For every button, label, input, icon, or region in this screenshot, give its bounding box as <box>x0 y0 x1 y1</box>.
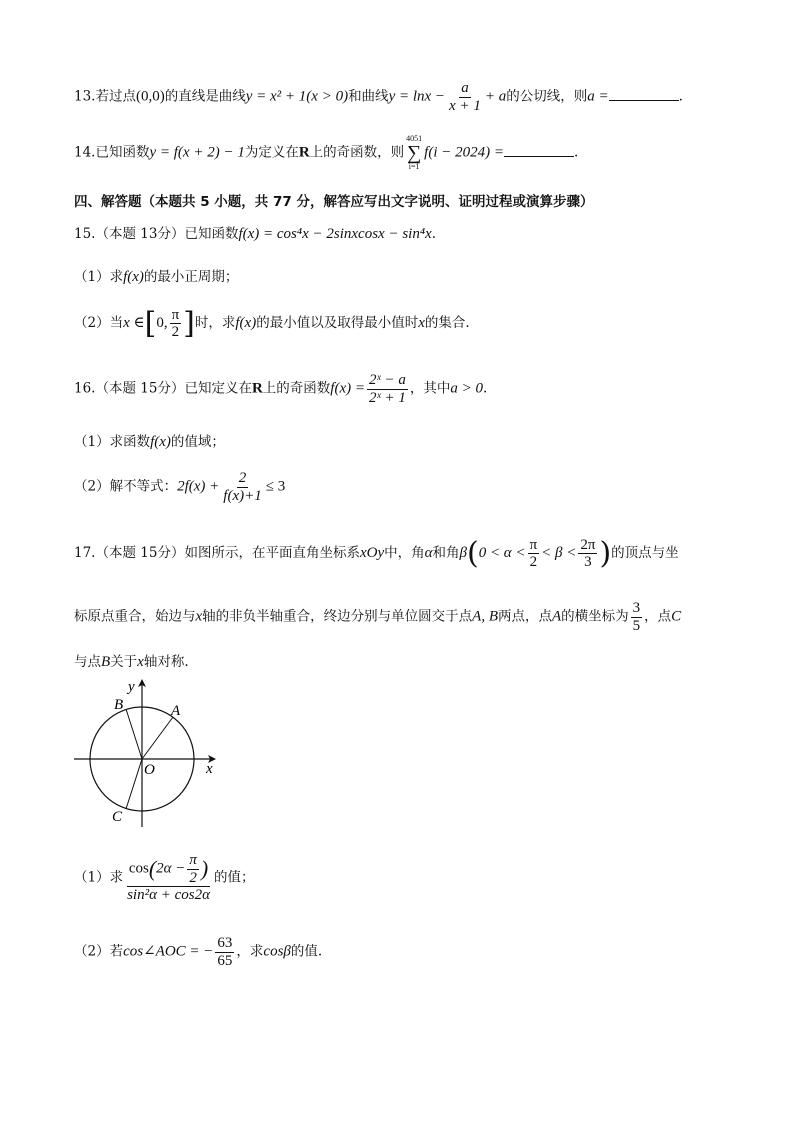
q13-mid1: 的直线是曲线 <box>164 88 246 105</box>
q17-p2-prefix: （2）若 <box>74 943 124 960</box>
label-A: A <box>171 703 181 719</box>
question-15-part-2 <box>74 306 470 341</box>
q15-p2-interval-left: 0, <box>156 315 168 331</box>
q17-cond-mid: < β < <box>541 545 577 561</box>
question-16-header <box>74 372 487 406</box>
q13-fraction <box>447 80 483 114</box>
q17-p1-den: sin²α + cos2α <box>127 887 210 903</box>
q15-p2-x: x <box>418 315 425 331</box>
q14-answer-blank[interactable] <box>504 144 574 157</box>
q15-p2-text1: 的最小值以及取得最小值时 <box>256 315 419 331</box>
q17-cond-pi: π <box>529 536 538 553</box>
question-16-part-1 <box>74 430 225 451</box>
label-B: B <box>114 697 124 713</box>
q13-answer-var: a = <box>587 88 609 105</box>
q17-line2-C: C <box>671 608 682 625</box>
q13-mid2: 和曲线 <box>348 88 389 105</box>
right-paren-icon: ) <box>599 536 612 571</box>
q17-line2-b: 轴的非负半轴重合，终边分别与单位圆交于点 <box>202 608 473 625</box>
right-paren-icon: ) <box>200 855 209 881</box>
q16-func-left: f(x) = <box>330 380 365 397</box>
q16-p1-prefix: （1）求函数 <box>74 434 151 450</box>
sigma-icon: ∑ <box>407 142 422 164</box>
q17-p1-text: 的值； <box>213 869 255 886</box>
left-paren-icon: ( <box>466 536 479 571</box>
q17-line2-AB: A, B <box>472 608 498 625</box>
q15-p1-func: f(x) <box>123 269 144 285</box>
question-17-part-2 <box>74 935 322 969</box>
q17-p1-fraction <box>125 852 212 904</box>
q17-cond-2pi: 2π <box>580 536 596 553</box>
q17-p2-text: 的值. <box>290 943 323 960</box>
q17-line2-x: x <box>195 608 203 625</box>
q14-mid2: 上的奇函数，则 <box>309 144 405 161</box>
q15-header: 15.（本题 13分）已知函数 <box>74 226 239 242</box>
q17-cond-two: 2 <box>529 554 538 570</box>
q16-end: . <box>482 380 488 397</box>
q15-p1-prefix: （1）求 <box>74 269 124 285</box>
q17-p2-num: 63 <box>217 935 233 951</box>
q13-prefix: 13.若过点 <box>74 88 136 105</box>
q17-p1-inner-fraction <box>187 852 199 886</box>
q15-p2-prefix: （2）当 <box>74 315 124 331</box>
q16-p2-den: f(x)+1 <box>223 487 262 504</box>
question-13 <box>74 80 683 114</box>
q17-line3-B: B <box>101 654 111 670</box>
q17-line2-fraction <box>631 600 643 634</box>
q14-R: R <box>298 144 310 161</box>
q16-tail: ，其中 <box>409 380 451 397</box>
left-bracket-icon: [ <box>144 306 157 341</box>
q16-p2-fraction <box>221 470 263 504</box>
q17-mid2: 和角 <box>432 545 460 561</box>
q16-p2-right: ≤ 3 <box>265 478 286 495</box>
q16-p1-func: f(x) <box>150 434 171 450</box>
q17-p1-num-two: 2 <box>189 869 197 886</box>
q15-p2-fraction <box>170 307 182 341</box>
q14-prefix: 14.已知函数 <box>74 144 150 161</box>
q17-mid3: 的顶点与坐 <box>611 545 679 561</box>
ray-OC <box>126 759 142 809</box>
q17-line3-b: 关于 <box>110 654 138 670</box>
q13-point: (0,0) <box>135 88 165 105</box>
q14-summation <box>406 135 422 171</box>
label-y: y <box>128 679 135 695</box>
q13-curve1: y = x² + 1(x > 0) <box>245 88 349 105</box>
question-17-line-2 <box>74 600 681 634</box>
q15-p2-mid: 时，求 <box>194 315 236 331</box>
q17-cond-left: 0 < α < <box>478 545 526 561</box>
q13-mid3: 的公切线，则 <box>506 88 588 105</box>
question-16-part-2 <box>74 470 285 504</box>
q17-p2-den: 65 <box>217 952 233 969</box>
ray-OA <box>142 717 173 759</box>
q16-p2-prefix: （2）解不等式： <box>74 478 178 495</box>
q13-answer-blank[interactable] <box>609 88 679 101</box>
q17-cond-three: 3 <box>584 554 592 570</box>
q15-p1-text: 的最小正周期； <box>143 269 239 285</box>
unit-circle-figure <box>70 675 230 835</box>
q17-p2-expr: cos∠AOC = − <box>123 943 214 960</box>
q17-header: 17.（本题 15分）如图所示，在平面直角坐标系 <box>74 545 360 561</box>
q14-sum-bottom: i=1 <box>408 162 420 171</box>
q17-line2-d: 的横坐标为 <box>561 608 629 625</box>
q16-den: 2ˣ + 1 <box>368 389 406 406</box>
section-4-title: 四、解答题（本题共 5 小题，共 77 分，解答应写出文字说明、证明过程或演算步骤） <box>74 194 594 210</box>
q16-p2-num: 2 <box>238 470 247 486</box>
q15-p2-var: x ∈ <box>123 315 145 331</box>
q17-cond-frac1 <box>528 537 540 571</box>
q15-p2-two: 2 <box>171 324 180 340</box>
q17-line2-A: A <box>552 608 562 625</box>
q17-beta: β <box>459 545 467 561</box>
q17-p1-num-cos: cos <box>128 860 149 877</box>
q14-sum-expr: f(i − 2024) = <box>424 144 504 161</box>
label-O: O <box>144 762 155 778</box>
q13-fraction-den: x + 1 <box>449 97 481 114</box>
label-x: x <box>206 761 213 777</box>
q16-num: 2ˣ − a <box>368 372 406 388</box>
q17-line2-num: 3 <box>632 600 641 616</box>
q17-p2-fraction <box>215 935 234 969</box>
q17-p1-prefix: （1）求 <box>74 869 124 886</box>
ray-OB <box>126 709 142 759</box>
q13-curve2-left: y = lnx − <box>388 88 446 105</box>
question-17-line-3 <box>74 650 189 671</box>
q15-end: . <box>431 226 436 242</box>
question-15-part-1 <box>74 265 238 286</box>
q17-line2-den: 5 <box>632 617 641 634</box>
q15-func: f(x) = cos⁴x − 2sinxcosx − sin⁴x <box>238 226 432 242</box>
question-17-part-1 <box>74 852 254 904</box>
q16-cond: a > 0 <box>450 380 483 397</box>
q16-fraction <box>367 372 408 406</box>
right-bracket-icon: ] <box>183 306 195 341</box>
q13-fraction-num: a <box>461 80 469 96</box>
q14-func: y = f(x + 2) − 1 <box>149 144 245 161</box>
q17-mid1: 中，角 <box>384 545 425 561</box>
q17-line3-c: 轴对称. <box>143 654 189 670</box>
question-17-header <box>74 536 679 571</box>
q17-p2-mid: ，求 <box>236 943 264 960</box>
q17-p1-num-pi: π <box>189 852 197 868</box>
q15-p2-func: f(x) <box>235 315 257 331</box>
q15-p2-pi: π <box>171 306 180 323</box>
q17-line2-e: ，点 <box>644 608 672 625</box>
q13-curve2-right: + a <box>484 88 507 105</box>
q17-line3-a: 与点 <box>74 654 101 670</box>
q17-p2-cos: cosβ <box>263 943 291 960</box>
q16-R: R <box>251 380 263 397</box>
q17-p1-num-inner: 2α − <box>156 860 186 877</box>
q15-p2-text2: 的集合. <box>424 315 470 331</box>
q17-cond-frac2 <box>578 537 597 571</box>
q17-alpha: α <box>424 545 433 561</box>
q17-line3-x: x <box>137 654 144 670</box>
q16-p1-text: 的值域； <box>170 434 225 450</box>
left-paren-icon: ( <box>148 855 157 881</box>
q14-mid1: 为定义在 <box>244 144 299 161</box>
q17-line2-c: 两点，点 <box>498 608 552 625</box>
q14-end: . <box>574 144 579 161</box>
label-C: C <box>112 809 123 825</box>
q16-mid: 上的奇函数 <box>262 380 331 397</box>
q17-p1-numerator <box>127 852 210 887</box>
question-15-header <box>74 222 436 243</box>
q17-coord: xOy <box>359 545 385 561</box>
question-14 <box>74 135 578 171</box>
q16-header: 16.（本题 15分）已知定义在 <box>74 380 252 397</box>
q14-sum-top: 4051 <box>406 134 423 143</box>
q16-p2-left: 2f(x) + <box>177 478 220 495</box>
q17-line2-a: 标原点重合，始边与 <box>74 608 196 625</box>
q13-end: . <box>678 88 683 105</box>
